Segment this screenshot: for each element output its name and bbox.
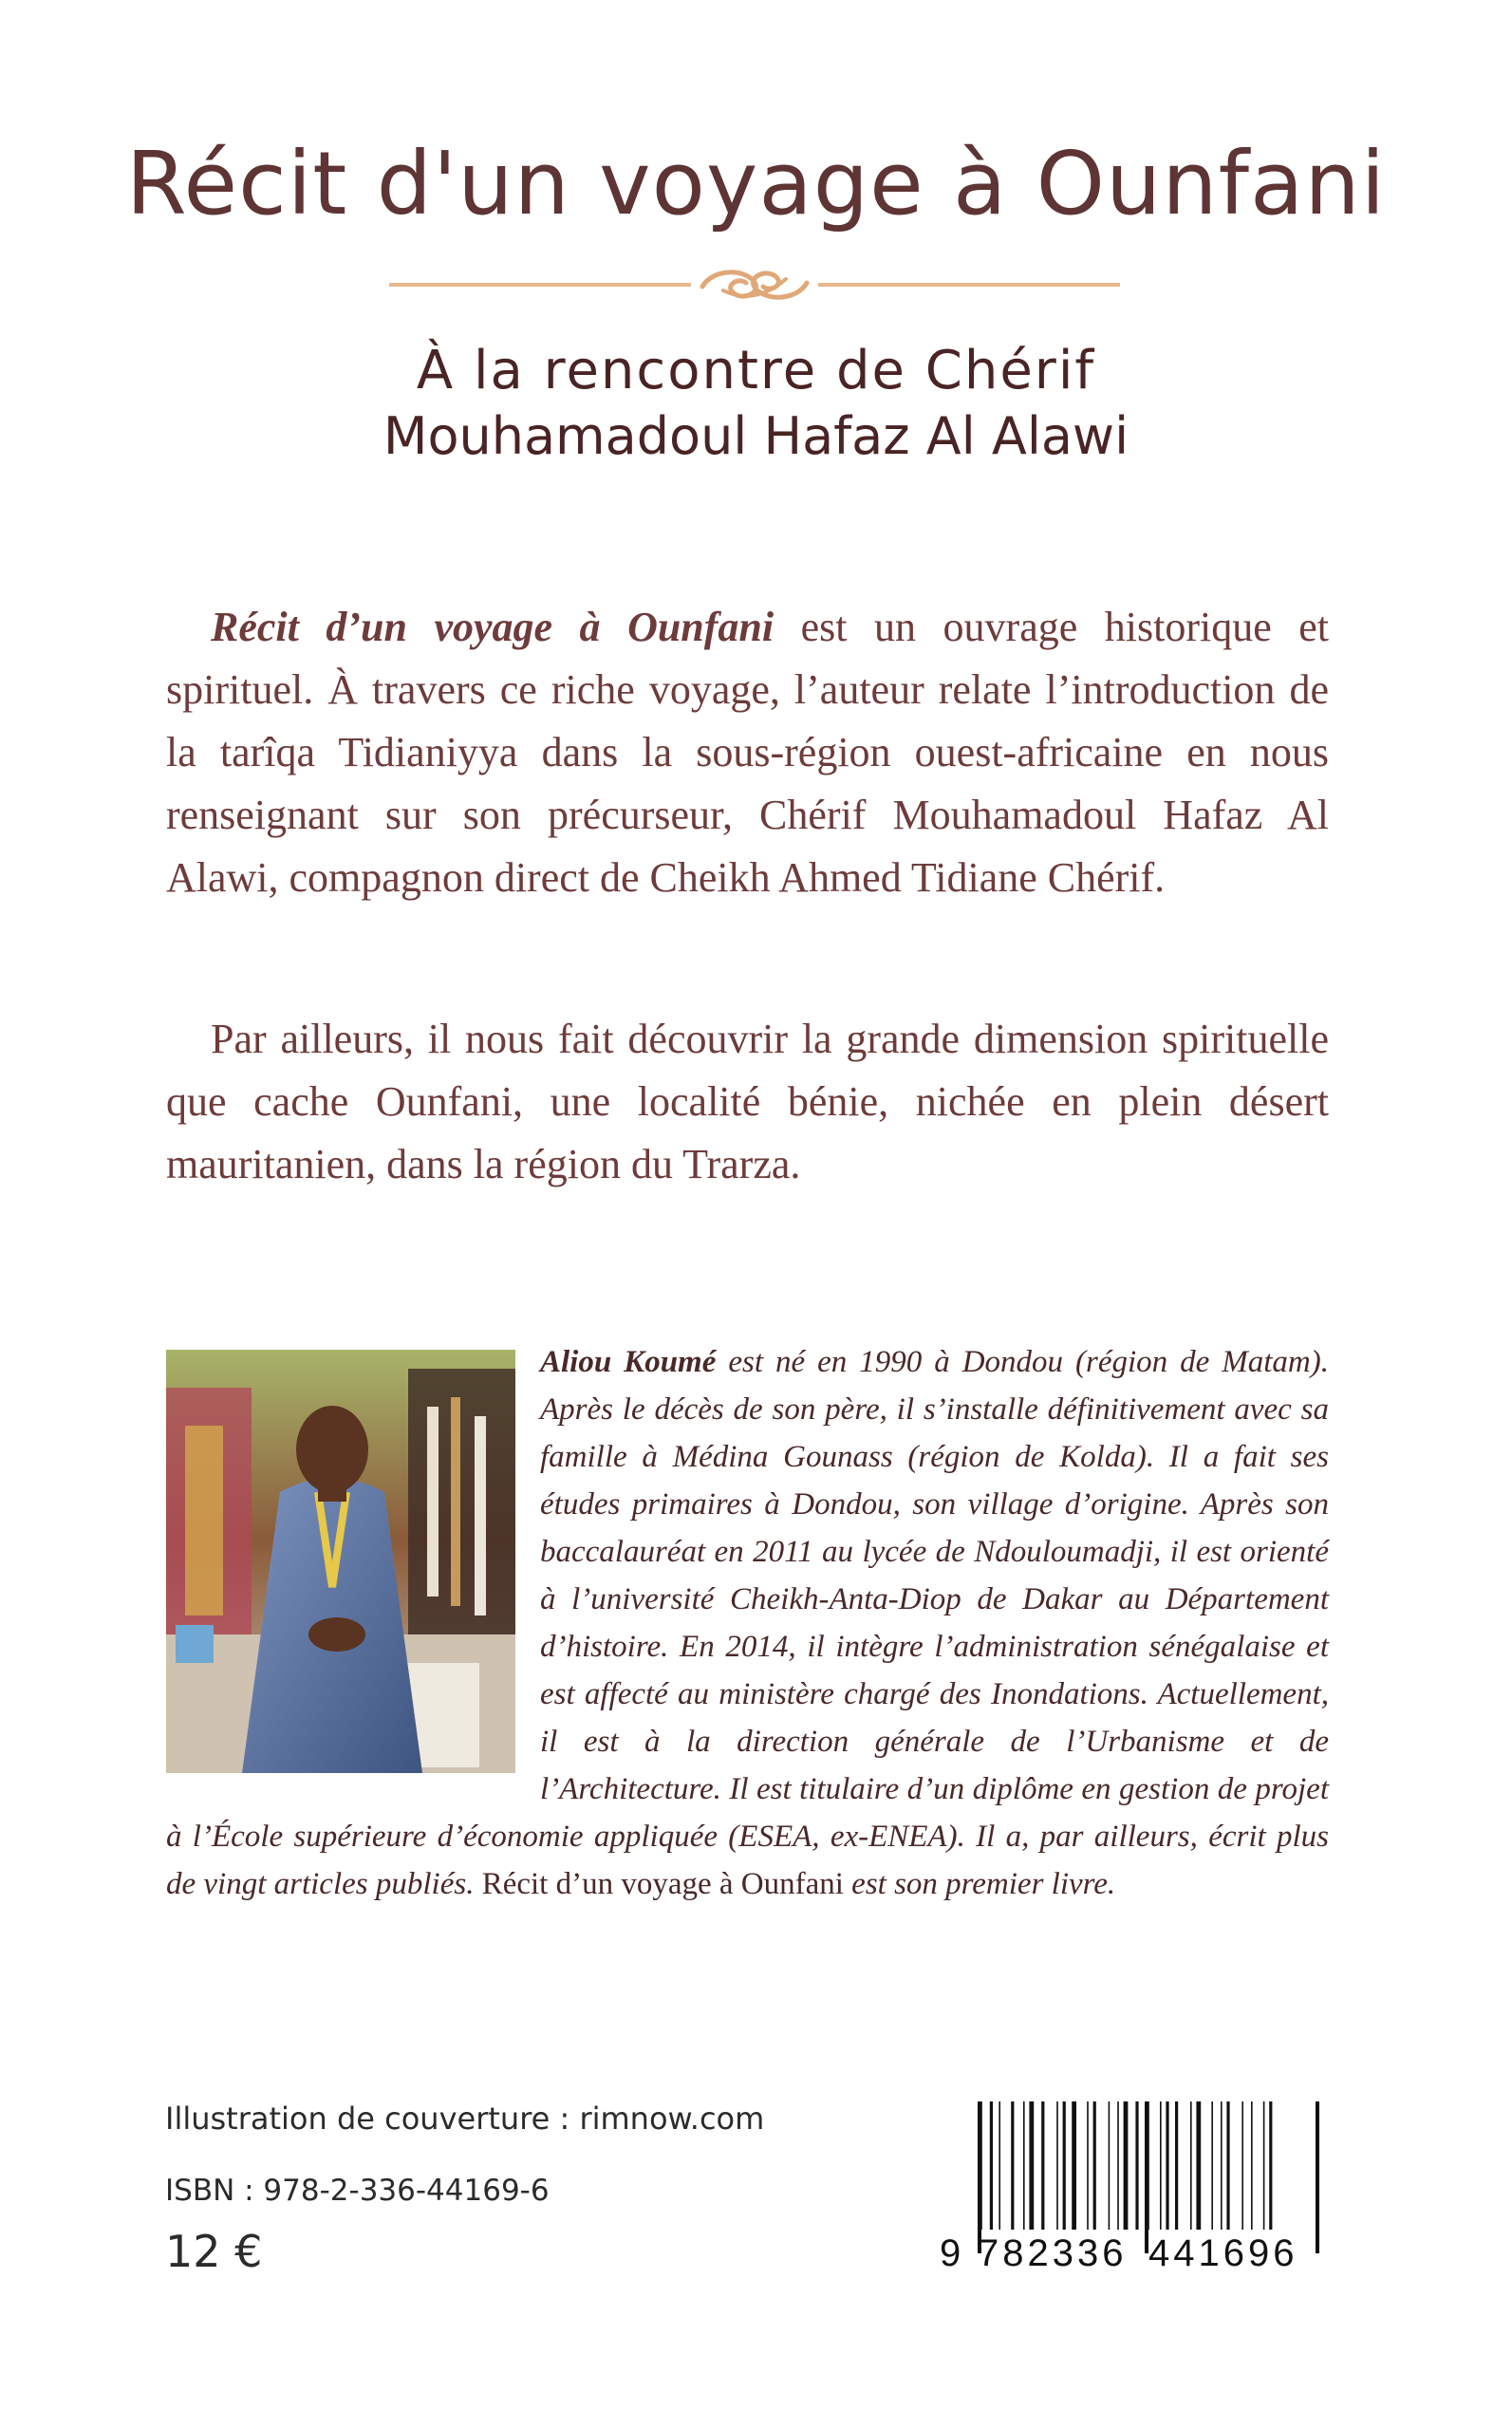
barcode-bar xyxy=(1196,2101,1201,2230)
barcode-bar xyxy=(1041,2101,1044,2230)
barcode-group-1: 782336 xyxy=(978,2232,1128,2274)
barcode-first-digit: 9 xyxy=(940,2232,961,2274)
author-bio-book-title: Récit d’un voyage à Ounfani xyxy=(481,1867,844,1901)
barcode-bar xyxy=(1029,2101,1034,2230)
author-bio-text-2: est son premier livre. xyxy=(843,1867,1116,1901)
barcode-bar xyxy=(1263,2101,1265,2230)
blurb-paragraph-1-text: est un ouvrage historique et spirituel. À travers ce riche voyage, l’auteur relate l’introduction de la tarîqa Tidianiyya dans la sous-région ouest-africaine en nous renseignant sur son précurseur, Chérif Mouhamadoul Hafaz Al Alawi, compagnon direct de Cheikh Ahmed Tidiane Chérif. xyxy=(166,604,1329,901)
barcode-bar xyxy=(1175,2101,1178,2230)
author-bio xyxy=(166,1338,1329,1908)
barcode-bar xyxy=(1072,2101,1076,2230)
barcode-guard-bar xyxy=(980,2101,981,2253)
barcode-group-2: 441696 xyxy=(1148,2232,1298,2274)
author-bio-text-1: est né en 1990 à Dondou (région de Matam). Après le décès de son père, il s’installe définitivement avec sa famille à Médina Gounass (région de Kolda). Il a fait ses études primaires à Dondou, son village d’origine. Après son baccalauréat en 2011 au lycée de Ndouloumadji, il est orienté à l’université Cheikh-Anta-Diop de Dakar au Département d’histoire. En 2014, il intègre l’administration sénégalaise et est affecté au ministère chargé des Inondations. Actuellement, il est à la direction générale de l’Urbanisme et de l’Architecture. Il est titulaire d’un diplôme en gestion de projet à l’École supérieure d’économie appliquée (ESEA, ex-ENEA). Il a, par ailleurs, écrit plus de vingt articles publiés. xyxy=(166,1345,1329,1901)
price: 12 € xyxy=(165,2226,263,2277)
barcode-guard-bar xyxy=(1147,2101,1148,2253)
author-photo xyxy=(166,1350,515,1773)
barcode-bar xyxy=(1160,2101,1162,2230)
barcode-bar xyxy=(1023,2101,1025,2230)
barcode-bar xyxy=(1117,2101,1119,2230)
barcode-bar xyxy=(1087,2101,1089,2230)
barcode-bar xyxy=(1135,2101,1138,2230)
barcode-bar xyxy=(1190,2101,1192,2230)
barcode-bar xyxy=(1269,2101,1272,2230)
barcode-bar xyxy=(1063,2101,1066,2230)
subtitle-line-1: À la rencontre de Chérif xyxy=(416,340,1096,402)
barcode-bar xyxy=(1211,2101,1213,2230)
barcode-guard-bar xyxy=(1317,2101,1319,2253)
barcode-bar xyxy=(1109,2101,1111,2230)
barcode-guard-bar xyxy=(1316,2101,1317,2253)
barcode-bar xyxy=(1166,2101,1168,2230)
barcode-bar xyxy=(1221,2101,1223,2230)
barcode-bar xyxy=(1011,2101,1014,2230)
book-title: Récit d'un voyage à Ounfani xyxy=(125,133,1387,234)
isbn: ISBN : 978-2-336-44169-6 xyxy=(165,2174,550,2208)
flourish-ornament-icon xyxy=(389,256,1120,313)
illustration-credit: Illustration de couverture : rimnow.com xyxy=(165,2101,765,2137)
barcode-bar xyxy=(1093,2101,1096,2230)
barcode-bar xyxy=(1124,2101,1129,2230)
blurb-paragraph-1 xyxy=(166,596,1329,909)
barcode-bar xyxy=(990,2101,993,2230)
barcode-guard-bar xyxy=(1145,2101,1147,2253)
barcode-bar xyxy=(1251,2101,1253,2230)
subtitle-line-2: Mouhamadoul Hafaz Al Alawi xyxy=(383,406,1129,466)
blurb-book-title: Récit d’un voyage à Ounfani xyxy=(211,604,775,650)
barcode-bar xyxy=(1241,2101,1243,2230)
barcode-bar xyxy=(999,2101,1000,2230)
author-name: Aliou Koumé xyxy=(540,1345,717,1379)
barcode-bar xyxy=(1056,2101,1058,2230)
barcode-guard-bar xyxy=(978,2101,980,2253)
barcode-bar xyxy=(1226,2101,1229,2230)
blurb-paragraph-2: Par ailleurs, il nous fait découvrir la grande dimension spirituelle que cache Ounfani, une localité bénie, nichée en plein désert mauritanien, dans la région du Trarza. xyxy=(166,1016,1329,1187)
